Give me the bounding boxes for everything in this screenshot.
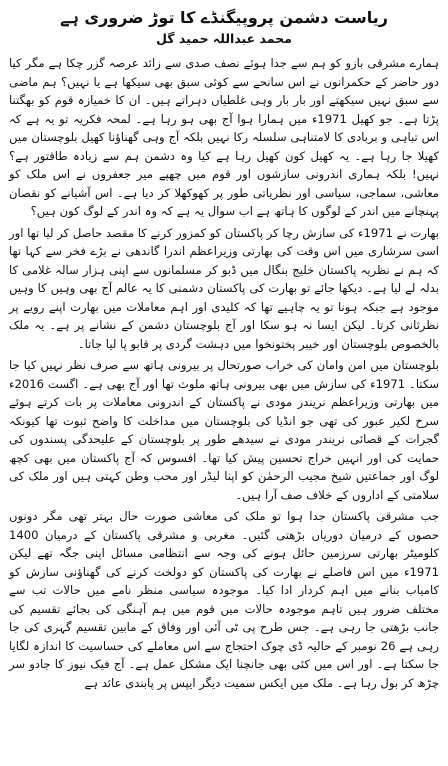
article-author: محمد عبداللہ حمید گل: [156, 31, 292, 46]
paragraph-4: جب مشرقی پاکستان جدا ہوا تو ملک کی معاشی صورت حال بہتر تھی مگر دونوں حصوں کے درمیان دوریاں بڑھتی گئیں۔ مغربی و مشرقی پاکستان کے درمیان 1400 کلومیٹر بھارتی سرزمین حائل ہونے کی وجہ سے انتظامی مسائل اپنی جگہ تھے لیکن 1971ء میں اس فاصلے نے بھارت کی پاکستان کو دولخت کرنے کی گھناؤنی سازش کو کامیاب بنانے میں اہم کردار ادا کیا۔ موجودہ سیاسی منظر نامے میں حالات تب سے مختلف ضرور ہیں تاہم موجودہ حالات میں قوم میں ہم آہنگی کی بجائے تقسیم کی جانب بڑھتی جا رہی ہے۔ جس طرح پی ٹی آئی اور وفاق کے مابین تقسیم گہری کی جا رہی ہے 26 نومبر کے حالیہ ڈی چوک احتجاج سے اس معاملے کی حساسیت کا اندازہ لگایا جا سکتا ہے۔ اور اس میں کئی بھی جانچنا ایک مشکل عمل ہے۔ آج فیک نیوز کا جادو سر چڑھ کر بول رہا ہے۔ ملک میں ایکس سمیت دیگر ایپس پر پابندی عائد ہے: [9, 509, 439, 690]
paragraph-3: بلوچستان میں امن وامان کی خراب صورتحال پر بیرونی ہاتھ سے صرف نظر نہیں کیا جا سکتا۔ 1971ء کی سازش میں بھی بیرونی ہاتھ ملوث تھا اور آج بھی ہے۔ اگست 2016ء میں بھارتی وزیراعظم نریندر مودی نے پاکستان کے اندرونی معاملات پر بات کرتے ہوئے سرخ لکیر عبور کی تھی جو انڈیا کی بلوچستان میں مداخلت کا واضح ثبوت تھا کیونکہ گجرات کے قصائی نریندر مودی نے سیدھے طور پر بلوچستان کے علیحدگی پسندوں کی حمایت کی اور انہیں خراج تحسین پیش کیا تھا۔ افسوس کہ آج پاکستان میں بھی کچھ لوگ اور جماعتیں شیخ مجیب الرحمٰن کو اپنا لیڈر اور محب وطن کہتی ہیں اور ملک کی سلامتی کے اداروں کے خلاف صف آرا ہیں۔: [9, 358, 439, 502]
article-title: ریاست دشمن پروپیگنڈے کا توڑ ضروری ہے: [60, 8, 388, 27]
paragraph-2: بھارت نے 1971ء کی سازش رچا کر پاکستان کو کمزور کرنے کا مقصد حاصل کر لیا تھا اور اسی سرشاری میں اس وقت کی بھارتی وزیراعظم اندرا گاندھی نے بڑے فخر سے کہا تھا کہ ہم نے نظریہ پاکستان خلیج بنگال میں ڈبو کر مسلمانوں سے اپنی ہزار سالہ غلامی کا بدلہ لے لیا ہے۔ دیکھا جائے تو بھارت کی پاکستان دشمنی کا یہ عالم آج بھی وہیں کا وہیں موجود ہے جبکہ ہونا تو یہ چاہیے تھا کہ کلیدی اور اہم معاملات میں بھارت اپنے رویے پر نظرثانی کرتا۔ لیکن ایسا نہ ہو سکا اور آج بلوچستان دشمن کے نشانے پر ہے۔ یہ ملک بالخصوص بلوچستان اور خیبر پختونخوا میں دہشت گردی پر قابو پا لیا جاتا۔: [9, 225, 439, 351]
paragraph-1: ہمارے مشرقی بازو کو ہم سے جدا ہوئے نصف صدی سے زائد عرصہ گزر چکا ہے مگر کیا دور حاضر کے حکمرانوں نے اس سانحے سے کوئی سبق بھی سیکھا ہے یا نہیں؟ ہم ماضی سے سبق نہیں سیکھتے اور بار بار وہی غلطیاں دہراتے ہیں۔ ان کا خمیازہ قوم کو بھگتنا پڑتا ہے۔ جو کھیل 1971ء میں ہمارا ہوا آج بھی ہو رہا ہے۔ لمحہ فکریہ تو یہ ہے کہ اس تباہی و بربادی کا لامتناہی سلسلہ رکا نہیں بلکہ آج وہی گھناؤنا کھیل بلوچستان میں کھیلا جا رہا ہے۔ یہ کھیل کون کھیل رہا ہے کیا وہ دشمن ہم سے زیادہ طاقتور ہے؟ نہیں! بلکہ ہماری اندرونی سازشوں اور قوم میں چھپے میر جعفروں نے اس ملک کو معاشی، سماجی، سیاسی اور نظریاتی طور پر کھوکھلا کر دیا ہے۔ اس آشیانے کو نقصان پہنچانے میں اندر کے لوگوں کا ہاتھ ہے اب سوال یہ ہے کہ وہ اندر کے لوگ کون ہیں؟: [9, 56, 439, 218]
